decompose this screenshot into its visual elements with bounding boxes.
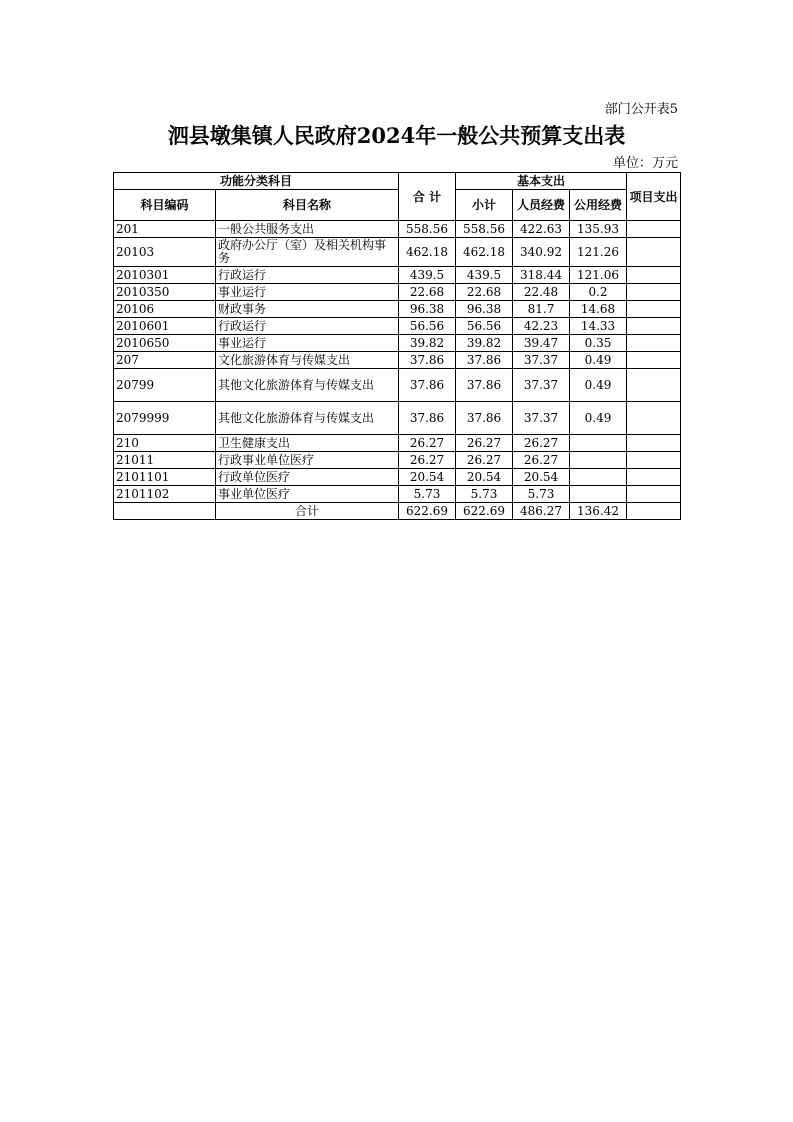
table-row xyxy=(114,402,681,435)
table-row xyxy=(114,318,681,335)
page-title: 泗县墩集镇人民政府2024年一般公共预算支出表 xyxy=(167,123,626,148)
row-subtotal: 462.18 xyxy=(456,238,513,267)
row-subtotal: 22.68 xyxy=(456,284,513,301)
row-personnel: 26.27 xyxy=(513,452,570,469)
row-personnel: 26.27 xyxy=(513,435,570,452)
row-personnel: 37.37 xyxy=(513,402,570,435)
row-name: 文化旅游体育与传媒支出 xyxy=(216,352,399,369)
row-personnel: 318.44 xyxy=(513,267,570,284)
row-total: 439.5 xyxy=(399,267,456,284)
row-subtotal: 96.38 xyxy=(456,301,513,318)
row-total: 96.38 xyxy=(399,301,456,318)
row-name: 事业运行 xyxy=(216,335,399,352)
table-row xyxy=(114,486,681,503)
row-total: 56.56 xyxy=(399,318,456,335)
row-personnel: 42.23 xyxy=(513,318,570,335)
row-total: 22.68 xyxy=(399,284,456,301)
row-public: 14.33 xyxy=(570,318,627,335)
row-public: 0.49 xyxy=(570,402,627,435)
row-personnel: 20.54 xyxy=(513,469,570,486)
row-code: 2101102 xyxy=(114,486,216,503)
table-row xyxy=(114,221,681,238)
row-public: 14.68 xyxy=(570,301,627,318)
header-code: 科目编码 xyxy=(114,190,216,221)
row-subtotal: 39.82 xyxy=(456,335,513,352)
row-public xyxy=(570,469,627,486)
table-row xyxy=(114,284,681,301)
row-project xyxy=(627,452,681,469)
row-project xyxy=(627,402,681,435)
totals-subtotal: 622.69 xyxy=(456,503,513,520)
row-code: 2010601 xyxy=(114,318,216,335)
totals-row xyxy=(114,503,681,520)
row-project xyxy=(627,469,681,486)
row-total: 5.73 xyxy=(399,486,456,503)
row-project xyxy=(627,335,681,352)
table-row xyxy=(114,301,681,318)
row-subtotal: 5.73 xyxy=(456,486,513,503)
row-code: 2010650 xyxy=(114,335,216,352)
row-name: 事业运行 xyxy=(216,284,399,301)
table-row xyxy=(114,238,681,267)
row-personnel: 422.63 xyxy=(513,221,570,238)
row-personnel: 340.92 xyxy=(513,238,570,267)
totals-total: 622.69 xyxy=(399,503,456,520)
row-name: 一般公共服务支出 xyxy=(216,221,399,238)
row-total: 37.86 xyxy=(399,369,456,402)
row-code: 2079999 xyxy=(114,402,216,435)
row-personnel: 39.47 xyxy=(513,335,570,352)
row-public: 121.06 xyxy=(570,267,627,284)
row-total: 26.27 xyxy=(399,435,456,452)
row-code: 20106 xyxy=(114,301,216,318)
row-code: 2101101 xyxy=(114,469,216,486)
row-name: 卫生健康支出 xyxy=(216,435,399,452)
row-public: 121.26 xyxy=(570,238,627,267)
row-project xyxy=(627,238,681,267)
header-name: 科目名称 xyxy=(216,190,399,221)
row-name: 事业单位医疗 xyxy=(216,486,399,503)
header-basic: 基本支出 xyxy=(456,173,627,190)
row-code: 20103 xyxy=(114,238,216,267)
row-subtotal: 439.5 xyxy=(456,267,513,284)
row-subtotal: 56.56 xyxy=(456,318,513,335)
row-project xyxy=(627,486,681,503)
table-row xyxy=(114,452,681,469)
row-name: 财政事务 xyxy=(216,301,399,318)
row-public: 0.35 xyxy=(570,335,627,352)
row-subtotal: 37.86 xyxy=(456,369,513,402)
table-row xyxy=(114,369,681,402)
row-personnel: 5.73 xyxy=(513,486,570,503)
row-subtotal: 20.54 xyxy=(456,469,513,486)
row-project xyxy=(627,352,681,369)
table-row xyxy=(114,352,681,369)
header-func-class: 功能分类科目 xyxy=(114,173,399,190)
row-project xyxy=(627,267,681,284)
row-public: 0.49 xyxy=(570,369,627,402)
row-subtotal: 26.27 xyxy=(456,435,513,452)
row-subtotal: 37.86 xyxy=(456,352,513,369)
row-name: 其他文化旅游体育与传媒支出 xyxy=(216,402,399,435)
row-total: 20.54 xyxy=(399,469,456,486)
row-code: 207 xyxy=(114,352,216,369)
row-subtotal: 37.86 xyxy=(456,402,513,435)
header-subtotal: 小计 xyxy=(456,190,513,221)
row-code: 21011 xyxy=(114,452,216,469)
row-code: 201 xyxy=(114,221,216,238)
row-total: 37.86 xyxy=(399,402,456,435)
header-project: 项目支出 xyxy=(627,173,681,221)
row-name: 行政运行 xyxy=(216,318,399,335)
totals-personnel: 486.27 xyxy=(513,503,570,520)
budget-table xyxy=(113,172,681,520)
table-row xyxy=(114,435,681,452)
row-project xyxy=(627,318,681,335)
row-public xyxy=(570,435,627,452)
header-total: 合 计 xyxy=(399,173,456,221)
row-name: 行政单位医疗 xyxy=(216,469,399,486)
totals-project xyxy=(627,503,681,520)
header-public: 公用经费 xyxy=(570,190,627,221)
table-row xyxy=(114,335,681,352)
row-total: 39.82 xyxy=(399,335,456,352)
row-code: 20799 xyxy=(114,369,216,402)
table-row xyxy=(114,267,681,284)
row-project xyxy=(627,301,681,318)
row-personnel: 81.7 xyxy=(513,301,570,318)
row-total: 37.86 xyxy=(399,352,456,369)
row-public: 0.49 xyxy=(570,352,627,369)
row-total: 462.18 xyxy=(399,238,456,267)
row-total: 26.27 xyxy=(399,452,456,469)
row-personnel: 37.37 xyxy=(513,352,570,369)
row-project xyxy=(627,369,681,402)
row-project xyxy=(627,284,681,301)
row-name: 其他文化旅游体育与传媒支出 xyxy=(216,369,399,402)
row-name: 行政事业单位医疗 xyxy=(216,452,399,469)
row-project xyxy=(627,435,681,452)
row-subtotal: 26.27 xyxy=(456,452,513,469)
table-row xyxy=(114,469,681,486)
row-total: 558.56 xyxy=(399,221,456,238)
row-personnel: 37.37 xyxy=(513,369,570,402)
totals-code-empty xyxy=(114,503,216,520)
row-name: 政府办公厅（室）及相关机构事务 xyxy=(216,238,399,267)
doc-label: 部门公开表5 xyxy=(604,102,678,117)
row-public: 0.2 xyxy=(570,284,627,301)
row-project xyxy=(627,221,681,238)
row-public xyxy=(570,452,627,469)
row-public xyxy=(570,486,627,503)
row-code: 2010350 xyxy=(114,284,216,301)
totals-public: 136.42 xyxy=(570,503,627,520)
unit-label: 单位：万元 xyxy=(612,156,678,171)
row-personnel: 22.48 xyxy=(513,284,570,301)
header-personnel: 人员经费 xyxy=(513,190,570,221)
row-public: 135.93 xyxy=(570,221,627,238)
totals-label: 合计 xyxy=(216,503,399,520)
row-code: 210 xyxy=(114,435,216,452)
row-name: 行政运行 xyxy=(216,267,399,284)
row-subtotal: 558.56 xyxy=(456,221,513,238)
row-code: 2010301 xyxy=(114,267,216,284)
